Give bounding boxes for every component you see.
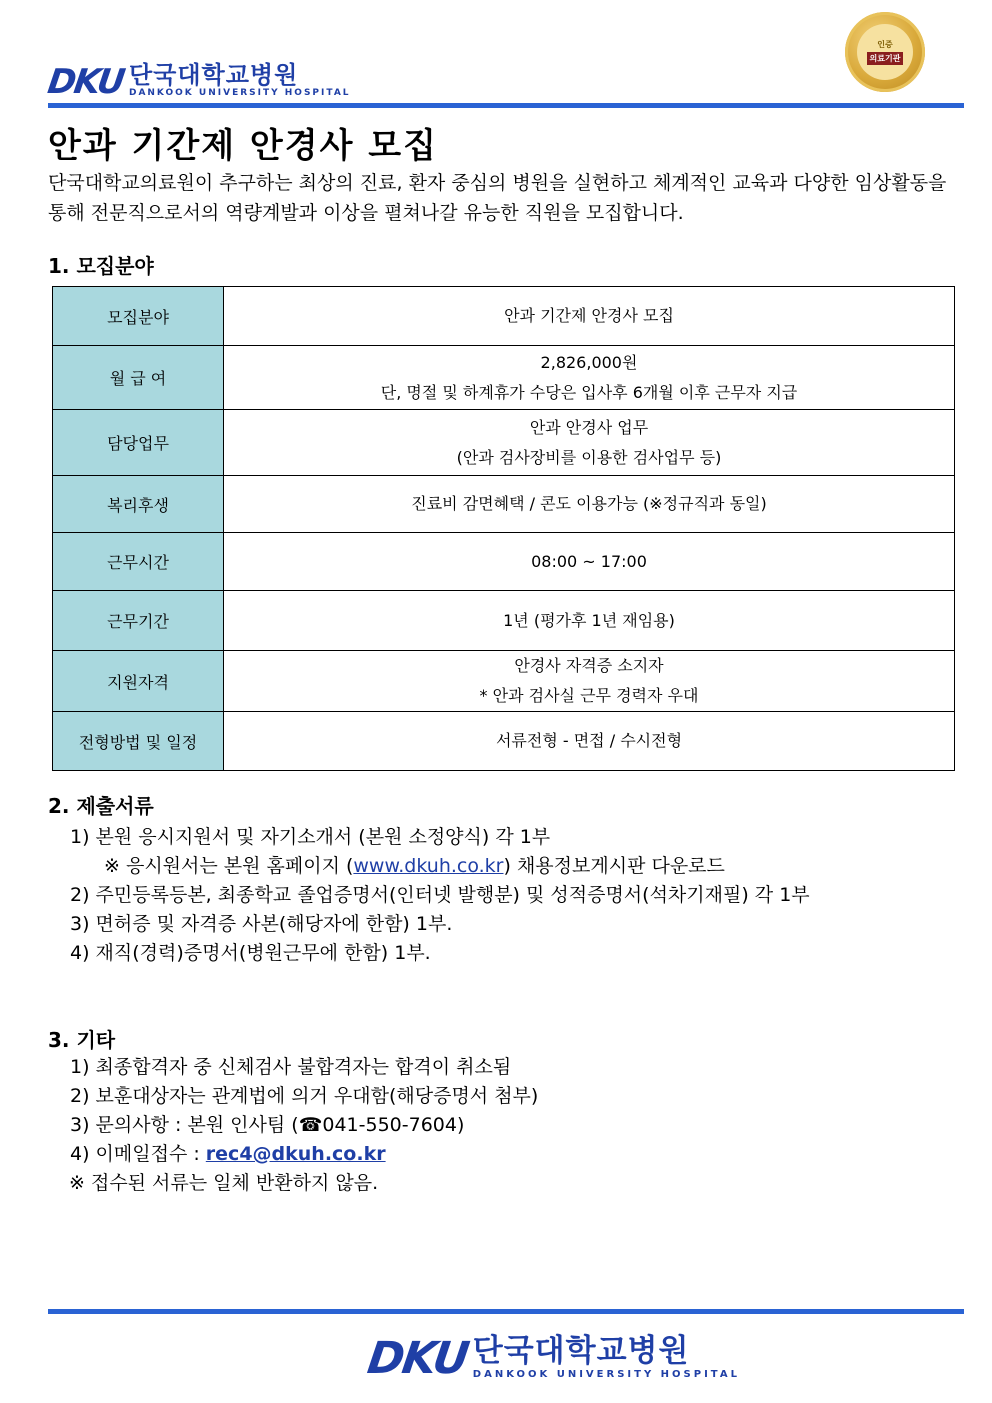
list-item-note: ※ 응시원서는 본원 홈페이지 (www.dkuh.co.kr) 채용정보게시판 다운로드: [104, 855, 725, 877]
accreditation-seal: [845, 12, 925, 92]
row-label: 지원자격: [53, 651, 224, 712]
table-row: [53, 476, 955, 533]
footer-divider: [48, 1309, 964, 1314]
hospital-logo: [45, 61, 351, 102]
table-row: [53, 346, 955, 410]
recruitment-table: [52, 286, 955, 771]
logo-english-name: DANKOOK UNIVERSITY HOSPITAL: [128, 88, 351, 98]
row-label: 복리후생: [53, 476, 224, 533]
misc-list: [70, 1053, 538, 1198]
dku-logo-mark: DKU: [45, 62, 126, 102]
intro-paragraph: 단국대학교의료원이 추구하는 최상의 진료, 환자 중심의 병원을 실현하고 체계적인 교육과 다양한 임상활동을 통해 전문직으로서의 역량계발과 이상을 펼쳐나갈 유능한 직원을 모집합니다.: [48, 172, 947, 224]
list-item: 1) 본원 응시지원서 및 자기소개서 (본원 소정양식) 각 1부: [70, 826, 551, 848]
footer-logo: [364, 1333, 740, 1384]
row-value: 1년 (평가후 1년 재임용): [224, 591, 955, 651]
table-row: [53, 287, 955, 346]
list-item-note: ※ 접수된 서류는 일체 반환하지 않음.: [69, 1172, 379, 1194]
row-label: 담당업무: [53, 410, 224, 476]
logo-english-name: DANKOOK UNIVERSITY HOSPITAL: [472, 1369, 740, 1380]
dku-logo-mark: DKU: [364, 1333, 471, 1384]
row-value: 08:00 ~ 17:00: [224, 533, 955, 591]
header-divider: [48, 103, 964, 108]
row-value: 안과 기간제 안경사 모집: [224, 287, 955, 346]
seal-top-text: 인증: [877, 40, 893, 49]
seal-band-text: 의료기관: [867, 52, 904, 65]
list-item: 3) 면허증 및 자격증 사본(해당자에 한함) 1부.: [70, 913, 453, 935]
seal-inner: [857, 24, 913, 80]
row-value: 진료비 감면혜택 / 콘도 이용가능 (※정규직과 동일): [224, 476, 955, 533]
list-item: 2) 주민등록등본, 최종학교 졸업증명서(인터넷 발행분) 및 성적증명서(석차기재필) 각 1부: [70, 884, 810, 906]
section-2-heading: 2. 제출서류: [48, 794, 154, 818]
logo-korean-name: 단국대학교병원: [128, 61, 299, 89]
list-item: 3) 문의사항 : 본원 인사팀 (☎041-550-7604): [70, 1114, 465, 1136]
row-value: 안경사 자격증 소지자 * 안과 검사실 근무 경력자 우대: [224, 651, 955, 712]
documents-list: [70, 823, 810, 968]
row-label: 근무시간: [53, 533, 224, 591]
homepage-link[interactable]: www.dkuh.co.kr: [353, 855, 504, 877]
table-row: [53, 712, 955, 771]
list-item: 1) 최종합격자 중 신체검사 불합격자는 합격이 취소됨: [70, 1056, 512, 1078]
row-value: 2,826,000원 단, 명절 및 하계휴가 수당은 입사후 6개월 이후 근무자 지급: [224, 346, 955, 410]
logo-text: [129, 62, 351, 99]
row-value: 안과 안경사 업무 (안과 검사장비를 이용한 검사업무 등): [224, 410, 955, 476]
logo-korean-name: 단국대학교병원: [472, 1333, 690, 1369]
logo-text: [473, 1335, 740, 1381]
page-title: 안과 기간제 안경사 모집: [48, 126, 438, 166]
list-item: 4) 재직(경력)증명서(병원근무에 한함) 1부.: [70, 942, 431, 964]
list-item: 2) 보훈대상자는 관계법에 의거 우대함(해당증명서 첨부): [70, 1085, 539, 1107]
email-link[interactable]: rec4@dkuh.co.kr: [205, 1143, 386, 1165]
table-row: [53, 651, 955, 712]
row-label: 모집분야: [53, 287, 224, 346]
section-1-heading: 1. 모집분야: [48, 254, 154, 278]
row-label: 전형방법 및 일정: [53, 712, 224, 771]
section-3-heading: 3. 기타: [48, 1028, 116, 1052]
row-label: 월 급 여: [53, 346, 224, 410]
row-label: 근무기간: [53, 591, 224, 651]
list-item: 4) 이메일접수 : rec4@dkuh.co.kr: [70, 1143, 386, 1165]
row-value: 서류전형 - 면접 / 수시전형: [224, 712, 955, 771]
table-row: [53, 410, 955, 476]
table-row: [53, 591, 955, 651]
table-row: [53, 533, 955, 591]
